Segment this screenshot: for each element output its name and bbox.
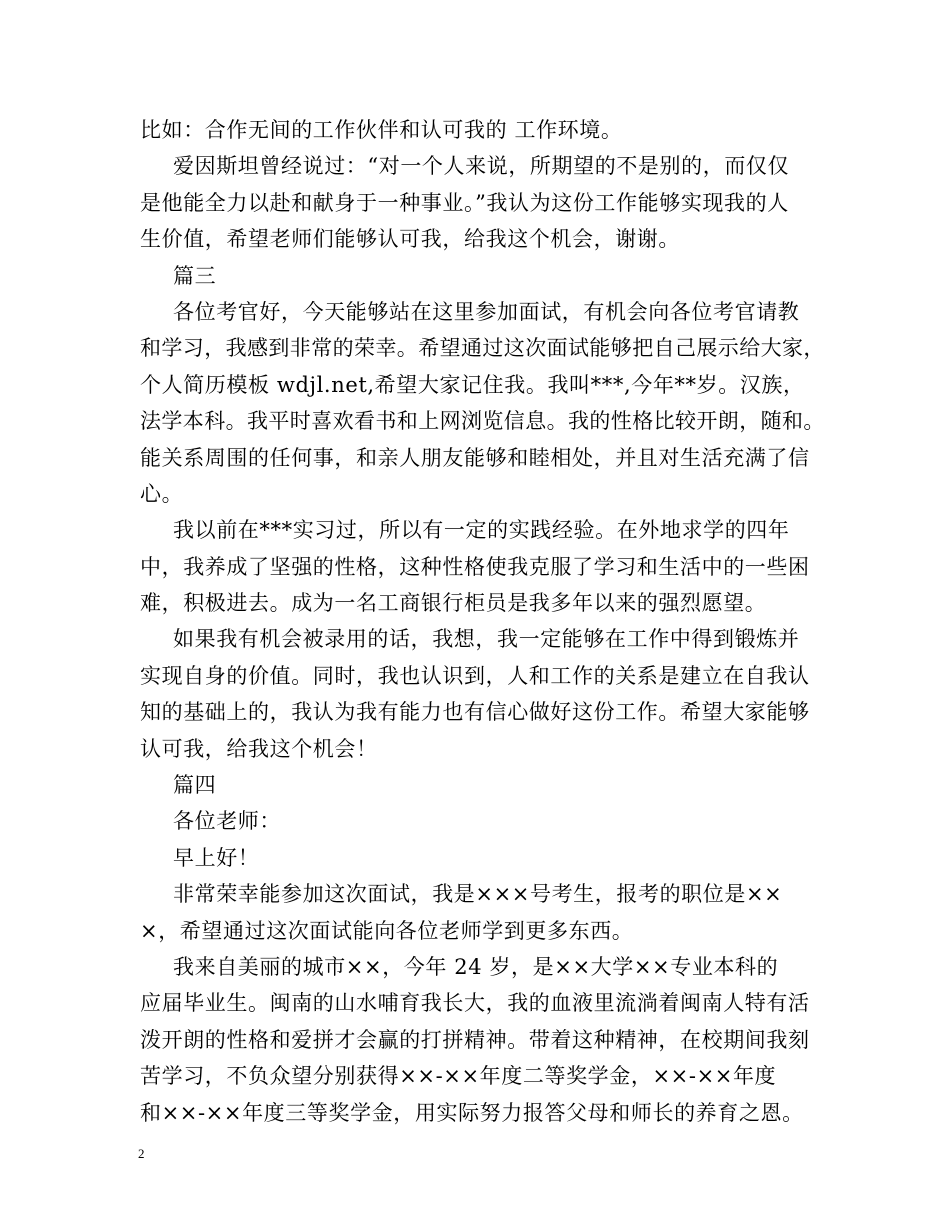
text-line: 各位老师： — [173, 809, 281, 834]
text-line: 法学本科。我平时喜欢看书和上网浏览信息。我的性格比较开朗，随和。 — [140, 409, 825, 434]
text-line: 认可我，给我这个机会！ — [140, 736, 378, 761]
text-line: 篇三 — [173, 263, 217, 288]
text-line: 各位考官好，今天能够站在这里参加面试，有机会向各位考官请教 — [173, 299, 800, 324]
document-body — [140, 112, 830, 1131]
text-line: 苦学习，不负众望分别获得××-××年度二等奖学金，××-××年度 — [140, 1064, 777, 1089]
text-line: 应届毕业生。闽南的山水哺育我长大，我的血液里流淌着闽南人特有活 — [140, 991, 810, 1016]
text-line: 早上好！ — [173, 845, 260, 870]
text-line: 和××-××年度三等奖学金，用实际努力报答父母和师长的养育之恩。 — [140, 1100, 804, 1125]
text-line: ×，希望通过这次面试能向各位老师学到更多东西。 — [140, 918, 634, 943]
page-number: 2 — [138, 1146, 145, 1161]
text-line: 如果我有机会被录用的话，我想，我一定能够在工作中得到锻炼并 — [173, 627, 800, 652]
text-line: 能关系周围的任何事，和亲人朋友能够和睦相处，并且对生活充满了信 — [140, 445, 810, 470]
text-line: 非常荣幸能参加这次面试，我是×××号考生，报考的职位是×× — [173, 882, 783, 907]
text-line: 生价值，希望老师们能够认可我，给我这个机会，谢谢。 — [140, 227, 680, 252]
text-line: 比如：合作无间的工作伙伴和认可我的 工作环境。 — [140, 118, 623, 142]
text-line: 我以前在***实习过，所以有一定的实践经验。在外地求学的四年 — [173, 518, 790, 543]
text-line: 和学习，我感到非常的荣幸。希望通过这次面试能够把自己展示给大家， — [140, 336, 825, 361]
text-line: 篇四 — [173, 773, 217, 798]
text-line: 中，我养成了坚强的性格，这种性格使我克服了学习和生活中的一些困 — [140, 554, 810, 579]
text-line: 实现自身的价值。同时，我也认识到，人和工作的关系是建立在自我认 — [140, 663, 810, 688]
text-line: 个人简历模板 wdjl.net,希望大家记住我。我叫***,今年**岁。汉族， — [140, 372, 805, 397]
text-line: 我来自美丽的城市××，今年 24 岁，是××大学××专业本科的 — [173, 954, 779, 979]
text-line: 知的基础上的，我认为我有能力也有信心做好这份工作。希望大家能够 — [140, 700, 810, 725]
text-line: 是他能全力以赴和献身于一种事业。”我认为这份工作能够实现我的人 — [140, 190, 789, 215]
text-line: 爱因斯坦曾经说过：“对一个人来说，所期望的不是别的，而仅仅 — [173, 154, 790, 179]
text-line: 心。 — [140, 481, 184, 506]
text-line: 泼开朗的性格和爱拼才会赢的打拼精神。带着这种精神，在校期间我刻 — [140, 1027, 810, 1052]
text-line: 难，积极进去。成为一名工商银行柜员是我多年以来的强烈愿望。 — [140, 591, 767, 616]
